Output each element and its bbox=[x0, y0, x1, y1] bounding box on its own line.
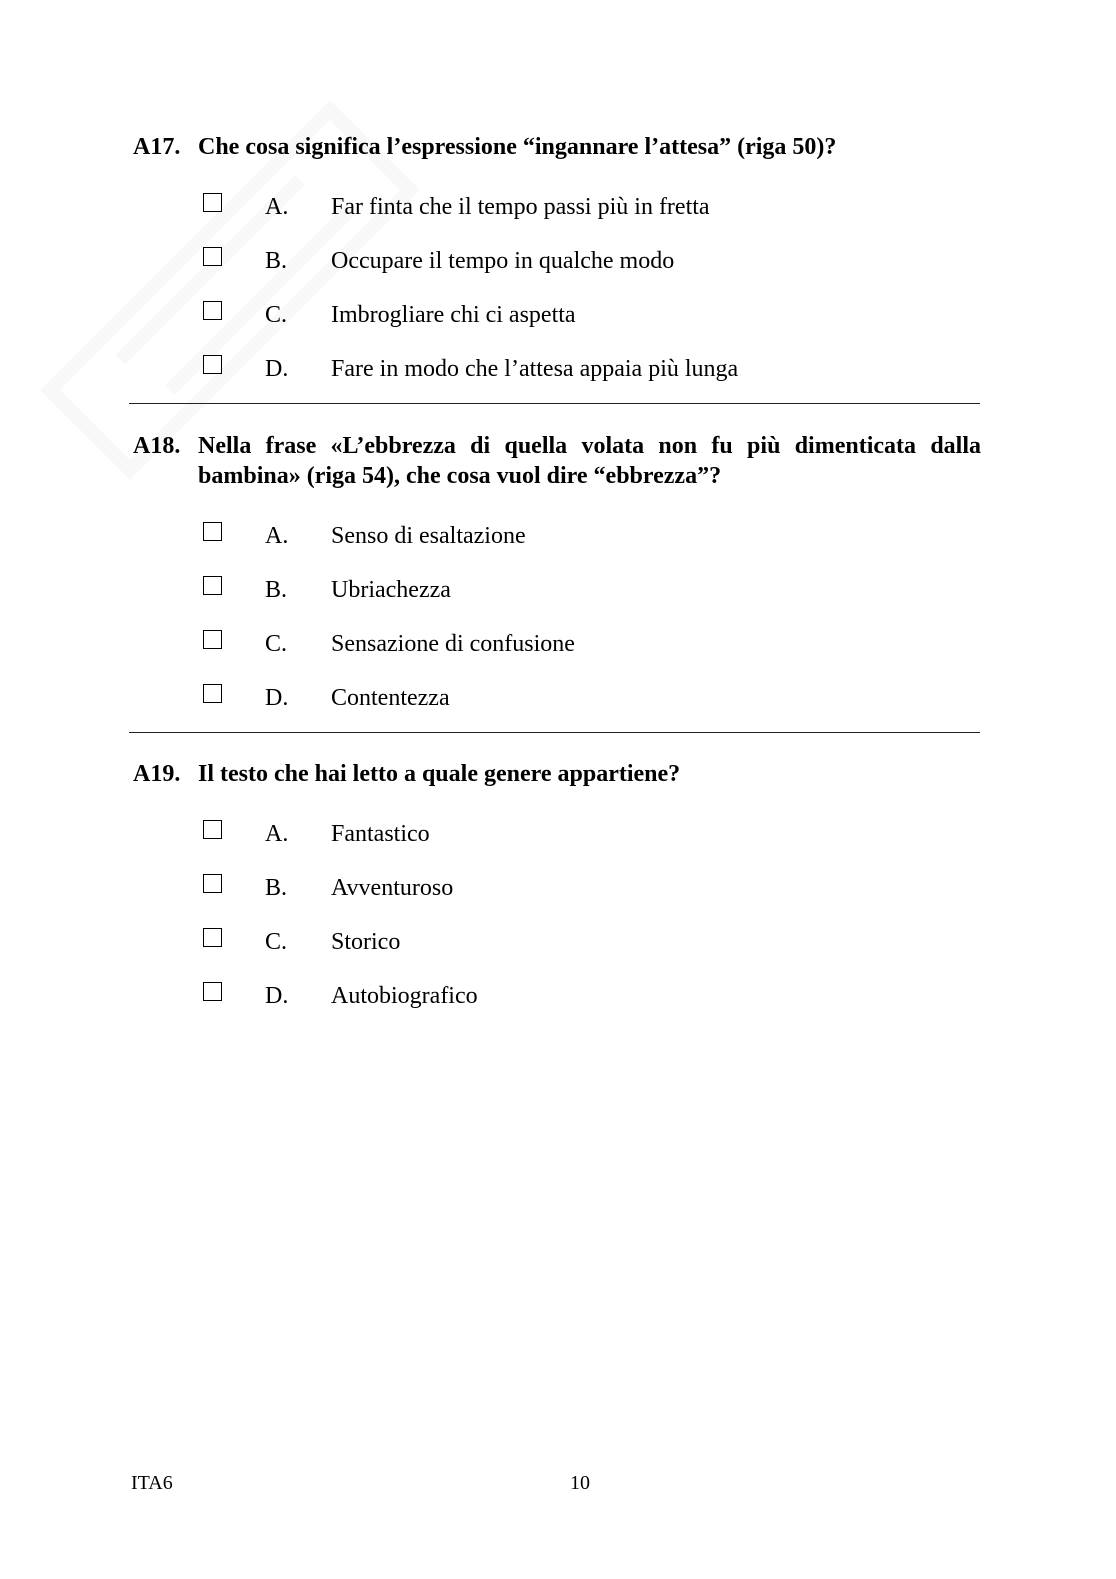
option-b[interactable] bbox=[133, 861, 981, 915]
section-divider bbox=[129, 732, 980, 733]
option-letter: D. bbox=[265, 684, 289, 711]
option-letter: C. bbox=[265, 630, 288, 657]
question-text: Che cosa significa l’espressione “ingannare l’attesa” (riga 50)? bbox=[198, 134, 837, 160]
option-b[interactable] bbox=[133, 563, 981, 617]
option-letter: C. bbox=[265, 301, 288, 328]
checkbox[interactable] bbox=[203, 576, 222, 595]
option-letter: A. bbox=[265, 193, 289, 220]
option-d[interactable] bbox=[133, 671, 981, 725]
option-text: Sensazione di confusione bbox=[331, 630, 575, 657]
checkbox[interactable] bbox=[203, 630, 222, 649]
option-text: Senso di esaltazione bbox=[331, 522, 526, 549]
answer-options bbox=[133, 180, 981, 396]
checkbox[interactable] bbox=[203, 874, 222, 893]
checkbox[interactable] bbox=[203, 684, 222, 703]
option-letter: B. bbox=[265, 247, 288, 274]
option-text: Avventuroso bbox=[331, 874, 454, 901]
question-a17 bbox=[133, 132, 981, 396]
section-divider bbox=[129, 403, 980, 404]
checkbox[interactable] bbox=[203, 928, 222, 947]
option-letter: A. bbox=[265, 820, 289, 847]
option-text: Far finta che il tempo passi più in fretta bbox=[331, 193, 710, 220]
question-a18 bbox=[133, 431, 981, 725]
option-c[interactable] bbox=[133, 915, 981, 969]
option-text: Storico bbox=[331, 928, 401, 955]
question-text: Il testo che hai letto a quale genere appartiene? bbox=[198, 761, 681, 787]
question-number: A17. bbox=[133, 134, 181, 160]
question-text-line: bambina» (riga 54), che cosa vuol dire “ebbrezza”? bbox=[198, 463, 722, 489]
option-text: Ubriachezza bbox=[331, 576, 451, 603]
checkbox[interactable] bbox=[203, 301, 222, 320]
question-number: A19. bbox=[133, 761, 181, 787]
option-d[interactable] bbox=[133, 342, 981, 396]
option-text: Contentezza bbox=[331, 684, 450, 711]
option-letter: C. bbox=[265, 928, 288, 955]
option-a[interactable] bbox=[133, 509, 981, 563]
option-letter: D. bbox=[265, 355, 289, 382]
option-c[interactable] bbox=[133, 617, 981, 671]
checkbox[interactable] bbox=[203, 355, 222, 374]
page-number: 10 bbox=[570, 1472, 590, 1494]
question-text bbox=[198, 431, 981, 491]
option-text: Occupare il tempo in qualche modo bbox=[331, 247, 675, 274]
question-text-line: Nella frase «L’ebbrezza di quella volata non fu più dimenticata dalla bbox=[198, 433, 981, 459]
option-text: Imbrogliare chi ci aspetta bbox=[331, 301, 576, 328]
checkbox[interactable] bbox=[203, 522, 222, 541]
option-b[interactable] bbox=[133, 234, 981, 288]
option-d[interactable] bbox=[133, 969, 981, 1023]
option-letter: B. bbox=[265, 874, 288, 901]
answer-options bbox=[133, 509, 981, 725]
checkbox[interactable] bbox=[203, 193, 222, 212]
question-number: A18. bbox=[133, 433, 181, 459]
footer-code: ITA6 bbox=[131, 1472, 173, 1494]
option-text: Fare in modo che l’attesa appaia più lunga bbox=[331, 355, 739, 382]
answer-options bbox=[133, 807, 981, 1023]
checkbox[interactable] bbox=[203, 982, 222, 1001]
option-text: Autobiografico bbox=[331, 982, 478, 1009]
checkbox[interactable] bbox=[203, 820, 222, 839]
option-letter: A. bbox=[265, 522, 289, 549]
option-a[interactable] bbox=[133, 180, 981, 234]
option-letter: D. bbox=[265, 982, 289, 1009]
option-a[interactable] bbox=[133, 807, 981, 861]
option-letter: B. bbox=[265, 576, 288, 603]
question-a19 bbox=[133, 759, 981, 1023]
checkbox[interactable] bbox=[203, 247, 222, 266]
option-text: Fantastico bbox=[331, 820, 430, 847]
option-c[interactable] bbox=[133, 288, 981, 342]
